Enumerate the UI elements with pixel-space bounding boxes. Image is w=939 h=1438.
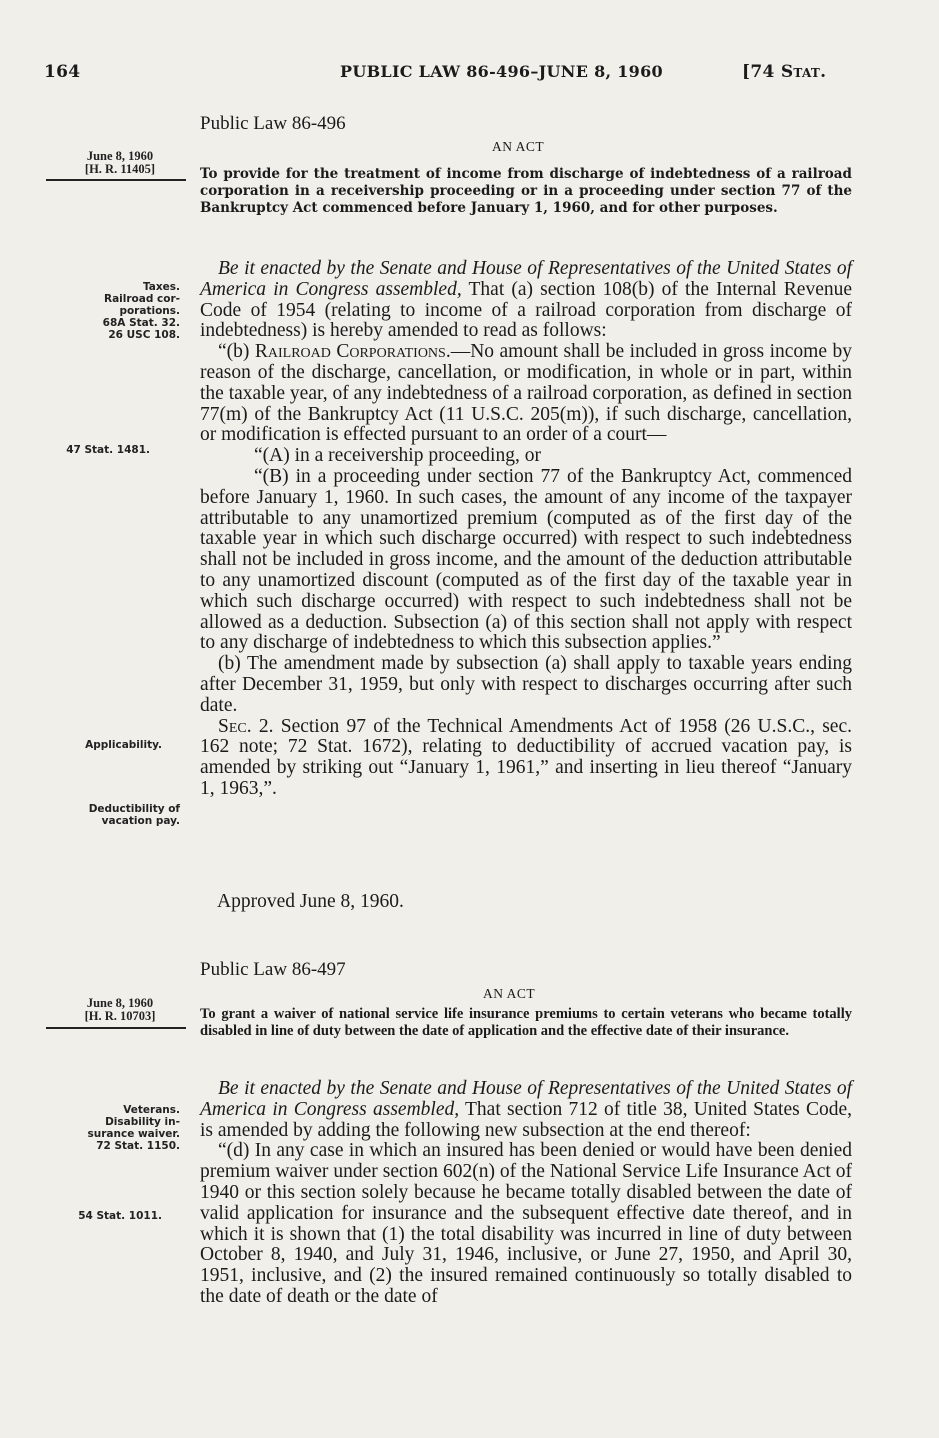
law1-enacting-clause: Be it enacted by the Senate and House of Representatives of the United States of America in Congress assembled, That (a) section 108(b) of the Internal Revenue Code of 1954 (relating to income of a railroad corporation from discharge of indebtedness) is hereby amended to read as follows: (200, 258, 852, 342)
law2-enacting-clause: Be it enacted by the Senate and House of Representatives of the United States of America in Congress assembled, That section 712 of title 38, United States Code, is amended by adding the following new subsection at the end thereof: (200, 1078, 853, 1141)
law1-purpose: To provide for the treatment of income from discharge of indebtedness of a railroad corporation in a receivership proceeding or in a proceeding under section 77 of the Bankruptcy Act commenced before January 1, 1960, and for other purposes. (200, 166, 852, 216)
law2-body (200, 1079, 852, 1308)
law1-bill: [H. R. 11405] (84, 162, 156, 176)
running-title: PUBLIC LAW 86-496–JUNE 8, 1960 (340, 62, 663, 81)
law1-section-2: Sec. 2. Section 97 of the Technical Amendments Act of 1958 (26 U.S.C., sec. 162 note; 72 Stat. 1672), relating to deductibility of accrued vacation pay, is amended by striking out “January 1, 1961,” and inserting in lieu thereof “January 1, 1963,”. (200, 715, 852, 799)
page-number: 164 (44, 62, 81, 82)
law1-approved: Approved June 8, 1960. (217, 891, 404, 912)
law1-margin-deductibility: Deductibility of vacation pay. (88, 803, 180, 827)
law1-margin-applicability: Applicability. (85, 739, 162, 751)
law1-item-a: “(A) in a receivership proceeding, or (254, 445, 541, 467)
law1-date: June 8, 1960 (86, 149, 154, 163)
law1-body (200, 259, 852, 800)
law1-date-block (54, 150, 186, 176)
law1-date-rule (46, 179, 186, 181)
law1-title: Public Law 86-496 (200, 113, 346, 134)
law2-date-rule (46, 1027, 186, 1029)
law1-item-b: “(B) in a proceeding under section 77 of the Bankruptcy Act, commenced before January 1, 1960. In such cases, the amount of any income of the taxpayer attributable to any unamortized premium (computed as of the first day of the taxable year in which such discharge occurred) with respect to such indebtedness shall not be included in gross income, and the amount of the deduction attributable to any unamortized discount (computed as of the first day of the taxable year in which such discharge occurred) with respect to such indebtedness shall not be allowed as a deduction. Subsection (a) of this section shall not apply with respect to any discharge of indebtedness to which this subsection applies.” (200, 465, 852, 654)
law2-margin-veterans: Veterans. Disability in- surance waiver. 72 Stat. 1150. (87, 1104, 180, 1152)
law1-act-label: AN ACT (492, 139, 545, 154)
law2-title: Public Law 86-497 (200, 959, 346, 980)
law2-act-label: AN ACT (483, 986, 536, 1001)
law2-margin-stat: 54 Stat. 1011. (78, 1210, 162, 1222)
law1-margin-taxes: Taxes. Railroad cor- porations. 68A Stat. 32. 26 USC 108. (102, 281, 180, 341)
law2-date-block (54, 997, 186, 1023)
law1-margin-stat: 47 Stat. 1481. (66, 444, 150, 456)
law2-date: June 8, 1960 (86, 996, 154, 1010)
law2-purpose: To grant a waiver of national service life insurance premiums to certain veterans who became totally disabled in line of duty between the date of application and the effective date of their insurance. (200, 1006, 852, 1039)
law2-subsection-d: “(d) In any case in which an insured has been denied or would have been denied premium waiver under section 602(n) of the National Service Life Insurance Act of 1940 or this section solely because he became totally disabled between the date of valid application for insurance and the subsequent effective date thereof, and in which it is shown that (1) the total disability was incurred in line of duty between October 8, 1940, and July 31, 1946, inclusive, or June 27, 1950, and April 30, 1951, inclusive, and (2) the insured remained continuously so totally disabled to the date of death or the date of (200, 1140, 852, 1307)
volume-stat: Stat. (780, 62, 827, 82)
law1-subsection-b: “(b) Railroad Corporations.—No amount shall be included in gross income by reason of the discharge, cancellation, or modification, in whole or in part, within the taxable year, of any indebtedness of a railroad corporation, as defined in section 77(m) of the Bankruptcy Act (11 U.S.C. 205(m)), if such discharge, cancellation, or modification is effected pursuant to an order of a court— (200, 341, 852, 446)
volume-reference (742, 62, 826, 82)
law1-paragraph-b: (b) The amendment made by subsection (a) shall apply to taxable years ending after December 31, 1959, but only with respect to discharges occurring after such date. (200, 653, 852, 716)
law2-bill: [H. R. 10703] (84, 1009, 156, 1023)
volume-prefix: [74 (742, 62, 775, 82)
